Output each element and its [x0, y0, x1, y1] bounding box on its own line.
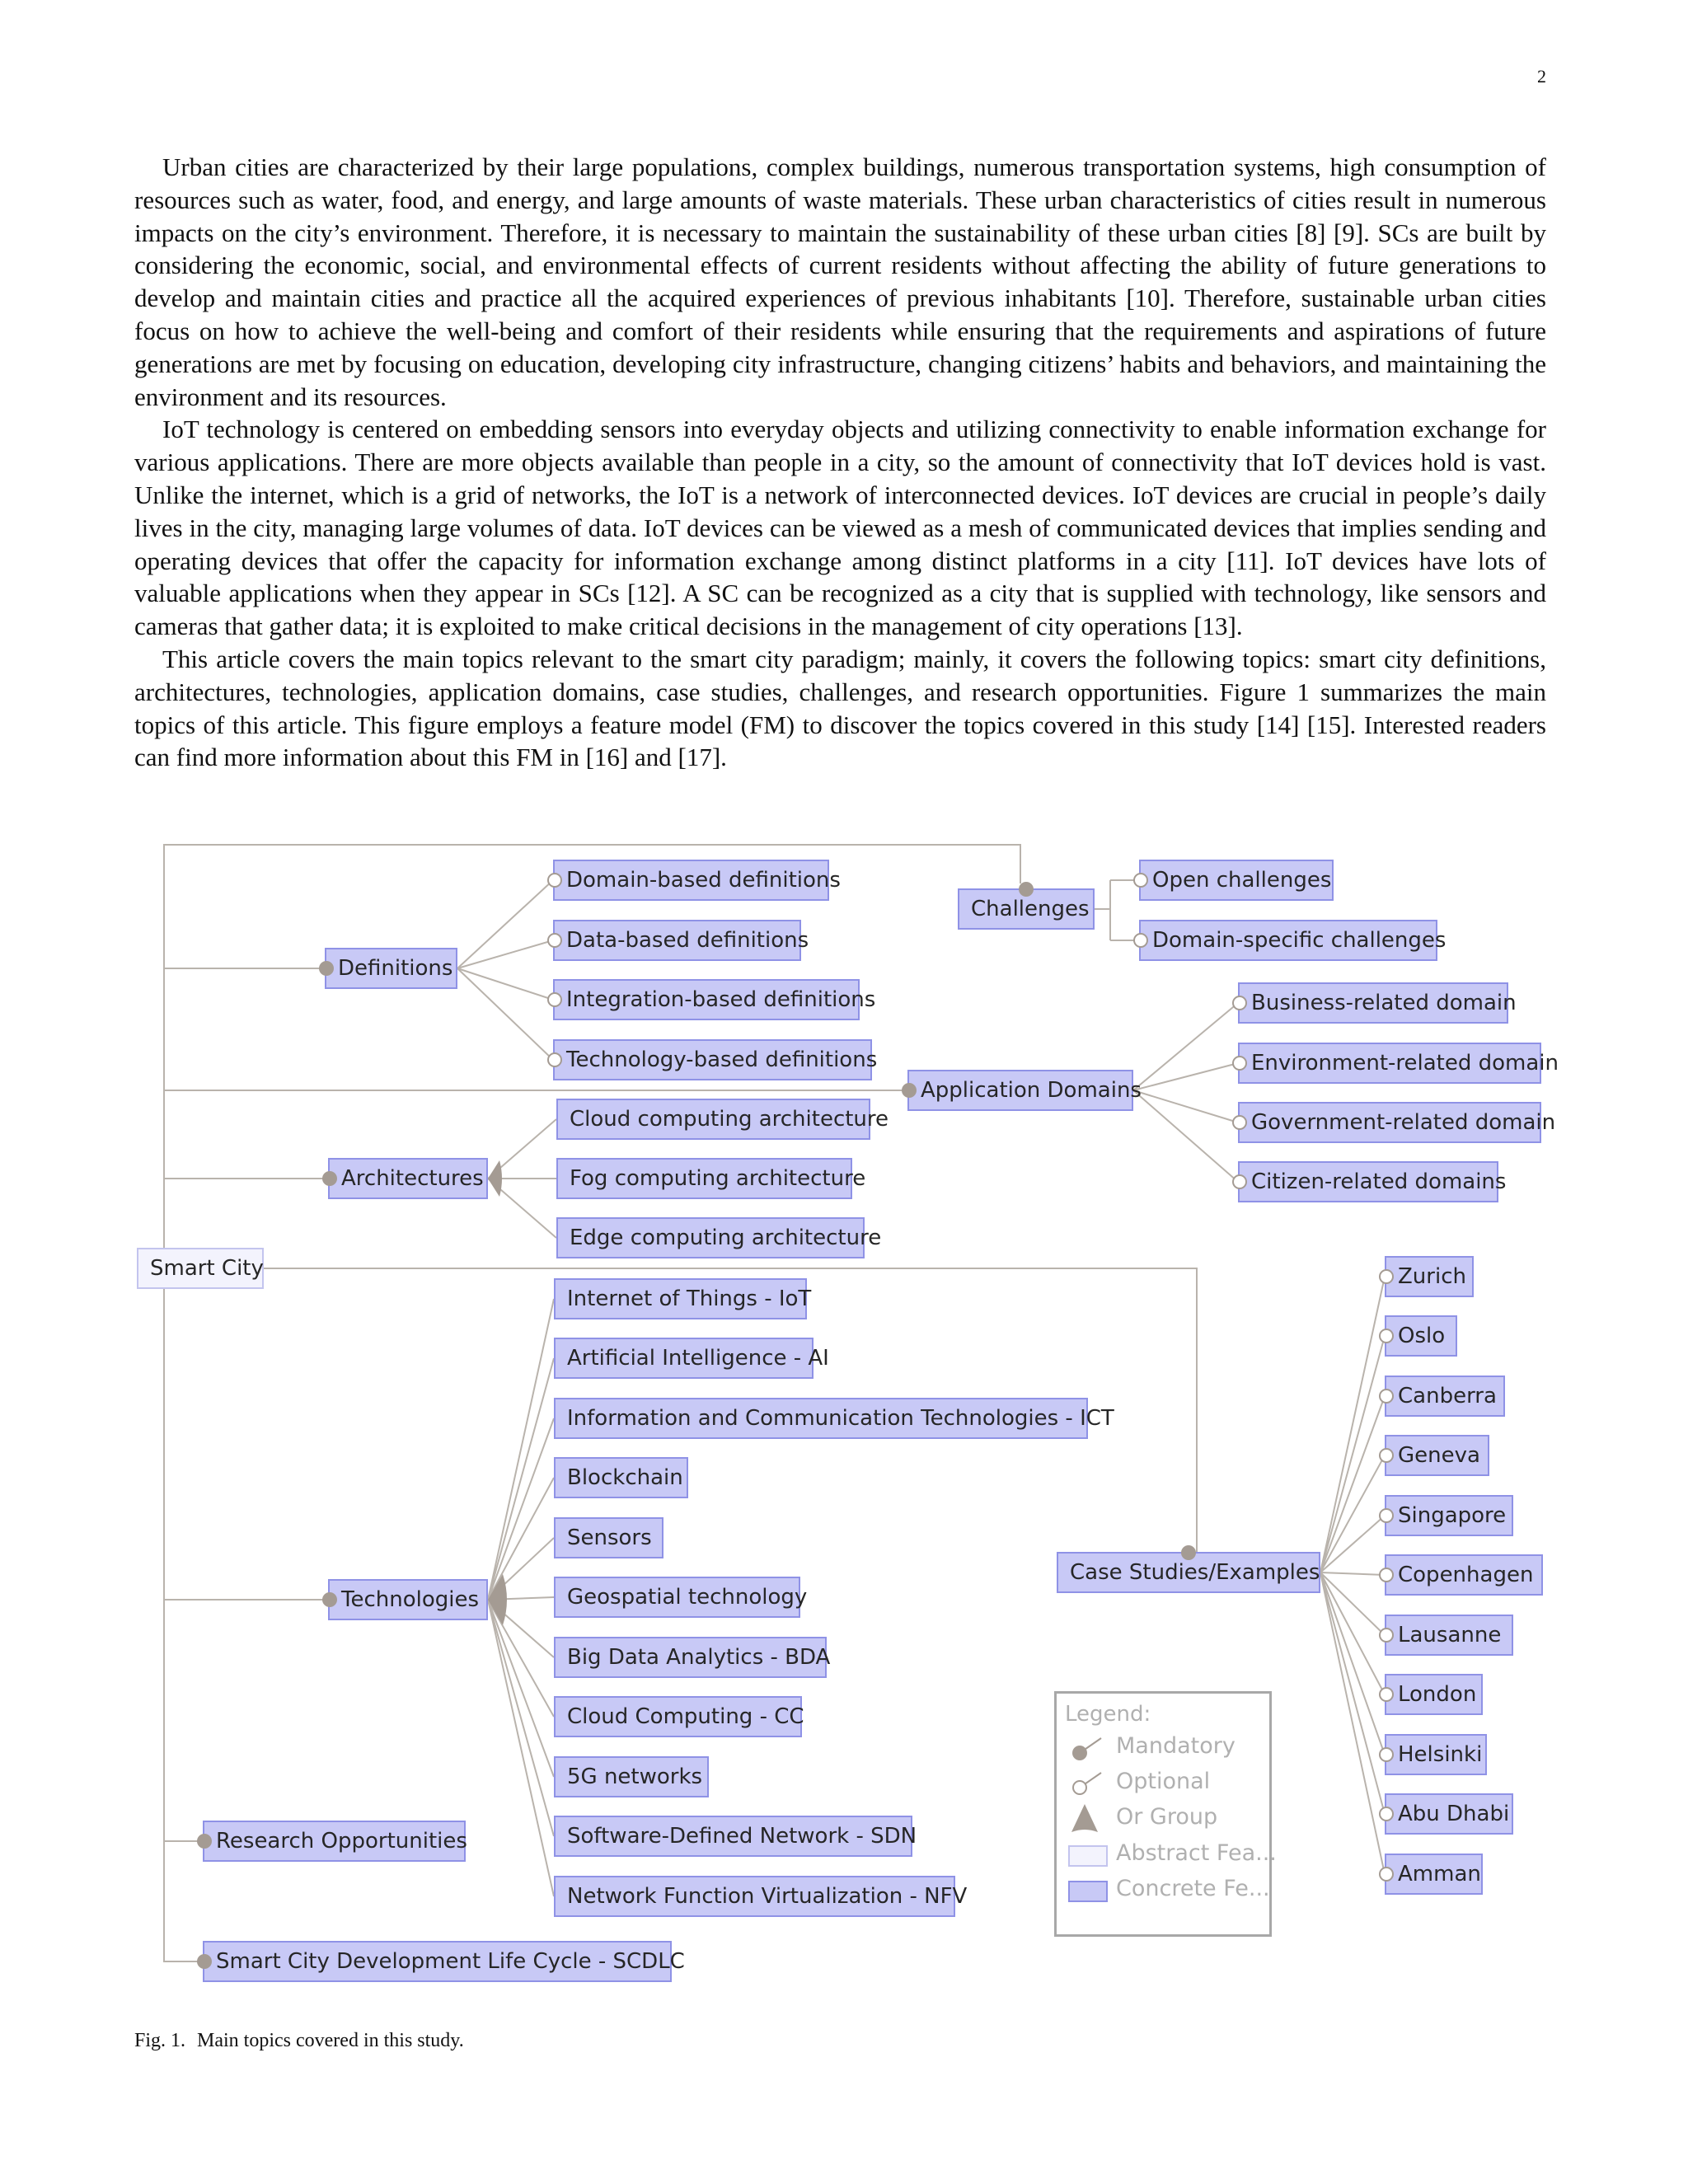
node-government-related-domain: Government-related domain: [1238, 1102, 1541, 1143]
node-oslo: Oslo: [1385, 1315, 1457, 1357]
node-research-opportunities: Research Opportunities: [203, 1821, 466, 1862]
optional-marker-icon: [1133, 933, 1148, 948]
node-domain-based-definitions: Domain-based definitions: [553, 860, 829, 901]
node-business-related-domain: Business-related domain: [1238, 982, 1508, 1024]
node-data-based-definitions: Data-based definitions: [553, 920, 801, 961]
paragraph-3: This article covers the main topics relevant to the smart city paradigm; mainly, it covers the following topics: smart city definitions, architectures, technologies, application domains, case studies, challenges, and research opportunities. Figure 1 summarizes the main topics of this article. This figure employs a feature model (FM) to discover the topics covered in this study [14] [15]. Interested readers can find more information about this FM in [16] and [17].: [134, 644, 1546, 772]
paragraph-2: IoT technology is centered on embedding sensors into everyday objects and utilizing connectivity to enable information exchange for various applications. There are more objects available than people in a city, so the amount of connectivity that IoT devices hold is vast. Unlike the internet, which is a grid of networks, the IoT is a network of interconnected devices. IoT devices are crucial in people’s daily lives in the city, managing large volumes of data. IoT devices can be viewed as a mesh of communicated devices that implies sending and operating devices that offer the capacity for information exchange among distinct platforms in a city [11]. IoT devices have lots of valuable applications when they appear in SCs [12]. A SC can be recognized as a city that is supplied with technology, like sensors and cameras that gather data; it is exploited to make critical decisions in the management of city operations [13].: [134, 415, 1546, 641]
mandatory-marker-icon: [319, 961, 334, 976]
caption-text: Main topics covered in this study.: [197, 2030, 464, 2051]
optional-marker-icon: [1232, 1115, 1247, 1130]
mandatory-legend-icon: [1068, 1735, 1104, 1763]
paragraph-1: Urban cities are characterized by their large populations, complex buildings, numerous transportation systems, high consumption of resources such as water, food, and energy, and large amounts of waste materials. These urban characteristics of cities result in numerous impacts on the city’s environment. Therefore, it is necessary to maintain the sustainability of these urban cities [8] [9]. SCs are built by considering the economic, social, and environmental effects of current residents without affecting the ability of future generations to develop and maintain cities and practice all the acquired experiences of previous inhabitants [10]. Therefore, sustainable urban cities focus on how to achieve the well-being and comfort of their residents while ensuring that the requirements and aspirations of future generations are met by focusing on education, developing city infrastructure, changing citizens’ habits and behaviors, and maintaining the environment and its resources.: [134, 152, 1546, 411]
node-architectures: Architectures: [328, 1158, 488, 1199]
mandatory-marker-icon: [1181, 1545, 1196, 1560]
legend-mandatory: Mandatory: [1116, 1733, 1236, 1759]
application-domains-fan-lines: [1133, 1003, 1238, 1182]
node-scdlc: Smart City Development Life Cycle - SCDLC: [203, 1941, 672, 1982]
legend-title: Legend:: [1065, 1702, 1151, 1727]
node-application-domains: Application Domains: [907, 1070, 1133, 1111]
node-fog-computing-architecture: Fog computing architecture: [556, 1158, 852, 1199]
definitions-fan-lines: [457, 880, 553, 1060]
optional-marker-icon: [1379, 1508, 1394, 1523]
architectures-or-group-icon: [488, 1160, 502, 1197]
optional-legend-icon: [1068, 1769, 1104, 1797]
node-london: London: [1385, 1674, 1483, 1715]
root-trunk-line: [164, 1289, 209, 1961]
optional-marker-icon: [1379, 1687, 1394, 1702]
mandatory-marker-icon: [322, 1171, 337, 1186]
node-bda: Big Data Analytics - BDA: [554, 1637, 827, 1678]
body-text: [134, 151, 1546, 774]
node-technology-based-definitions: Technology-based definitions: [553, 1039, 872, 1080]
node-cloud-computing-architecture: Cloud computing architecture: [556, 1099, 870, 1140]
node-amman: Amman: [1385, 1854, 1483, 1895]
node-integration-based-definitions: Integration-based definitions: [553, 979, 860, 1020]
node-copenhagen: Copenhagen: [1385, 1554, 1543, 1596]
optional-marker-icon: [547, 1052, 562, 1067]
node-ict: Information and Communication Technologies - ICT: [554, 1398, 1088, 1439]
legend-optional: Optional: [1116, 1769, 1211, 1794]
optional-marker-icon: [1379, 1389, 1394, 1404]
concrete-feature-legend-icon: [1068, 1881, 1108, 1902]
node-iot: Internet of Things - IoT: [554, 1278, 807, 1319]
optional-marker-icon: [1133, 873, 1148, 888]
node-domain-specific-challenges: Domain-specific challenges: [1139, 920, 1437, 961]
technologies-or-group-icon: [488, 1574, 507, 1625]
page-number: 2: [1537, 66, 1546, 87]
node-5g-networks: 5G networks: [554, 1756, 709, 1797]
node-edge-computing-architecture: Edge computing architecture: [556, 1217, 865, 1258]
optional-marker-icon: [547, 873, 562, 888]
legend-or-group: Or Group: [1116, 1804, 1218, 1830]
optional-marker-icon: [547, 992, 562, 1007]
node-challenges: Challenges: [958, 888, 1095, 930]
optional-marker-icon: [1379, 1628, 1394, 1643]
optional-marker-icon: [1379, 1329, 1394, 1343]
abstract-feature-legend-icon: [1068, 1845, 1108, 1867]
node-citizen-related-domains: Citizen-related domains: [1238, 1161, 1498, 1202]
or-group-legend-icon: [1068, 1802, 1104, 1835]
node-helsinki: Helsinki: [1385, 1734, 1487, 1775]
optional-marker-icon: [1232, 1174, 1247, 1189]
node-singapore: Singapore: [1385, 1495, 1513, 1536]
node-ai: Artificial Intelligence - AI: [554, 1338, 814, 1379]
node-geospatial-technology: Geospatial technology: [554, 1577, 800, 1618]
optional-marker-icon: [1379, 1269, 1394, 1284]
optional-marker-icon: [547, 933, 562, 948]
node-cc: Cloud Computing - CC: [554, 1696, 802, 1737]
node-abu-dhabi: Abu Dhabi: [1385, 1793, 1513, 1835]
node-smart-city: Smart City: [137, 1248, 264, 1289]
technologies-fan-lines: [488, 1299, 554, 1896]
legend: [1054, 1691, 1277, 1937]
node-canberra: Canberra: [1385, 1376, 1505, 1417]
mandatory-marker-icon: [197, 1834, 212, 1849]
optional-marker-icon: [1379, 1448, 1394, 1463]
optional-marker-icon: [1379, 1867, 1394, 1882]
node-sdn: Software-Defined Network - SDN: [554, 1816, 912, 1857]
optional-marker-icon: [1232, 996, 1247, 1010]
legend-abstract-feature: Abstract Fea...: [1116, 1840, 1277, 1866]
challenges-fan-lines: [1095, 880, 1139, 940]
node-definitions: Definitions: [325, 948, 457, 989]
node-case-studies: Case Studies/Examples: [1057, 1552, 1320, 1593]
caption-label: Fig. 1.: [134, 2030, 186, 2051]
legend-concrete-feature: Concrete Fe...: [1116, 1876, 1270, 1901]
node-technologies: Technologies: [328, 1579, 488, 1620]
node-sensors: Sensors: [554, 1517, 663, 1558]
figure-caption: [134, 2030, 464, 2052]
node-nfv: Network Function Virtualization - NFV: [554, 1876, 955, 1917]
node-lausanne: Lausanne: [1385, 1615, 1513, 1656]
mandatory-marker-icon: [197, 1954, 212, 1969]
optional-marker-icon: [1379, 1568, 1394, 1582]
node-open-challenges: Open challenges: [1139, 860, 1334, 901]
node-zurich: Zurich: [1385, 1256, 1474, 1297]
mandatory-marker-icon: [322, 1592, 337, 1607]
optional-marker-icon: [1379, 1747, 1394, 1762]
mandatory-marker-icon: [902, 1083, 917, 1098]
optional-marker-icon: [1379, 1807, 1394, 1821]
node-geneva: Geneva: [1385, 1435, 1489, 1476]
architectures-fan-lines: [488, 1119, 556, 1238]
mandatory-marker-icon: [1019, 882, 1034, 897]
optional-marker-icon: [1232, 1056, 1247, 1071]
node-blockchain: Blockchain: [554, 1457, 688, 1498]
case-studies-fan-lines: [1320, 1277, 1385, 1874]
node-environment-related-domain: Environment-related domain: [1238, 1043, 1541, 1084]
